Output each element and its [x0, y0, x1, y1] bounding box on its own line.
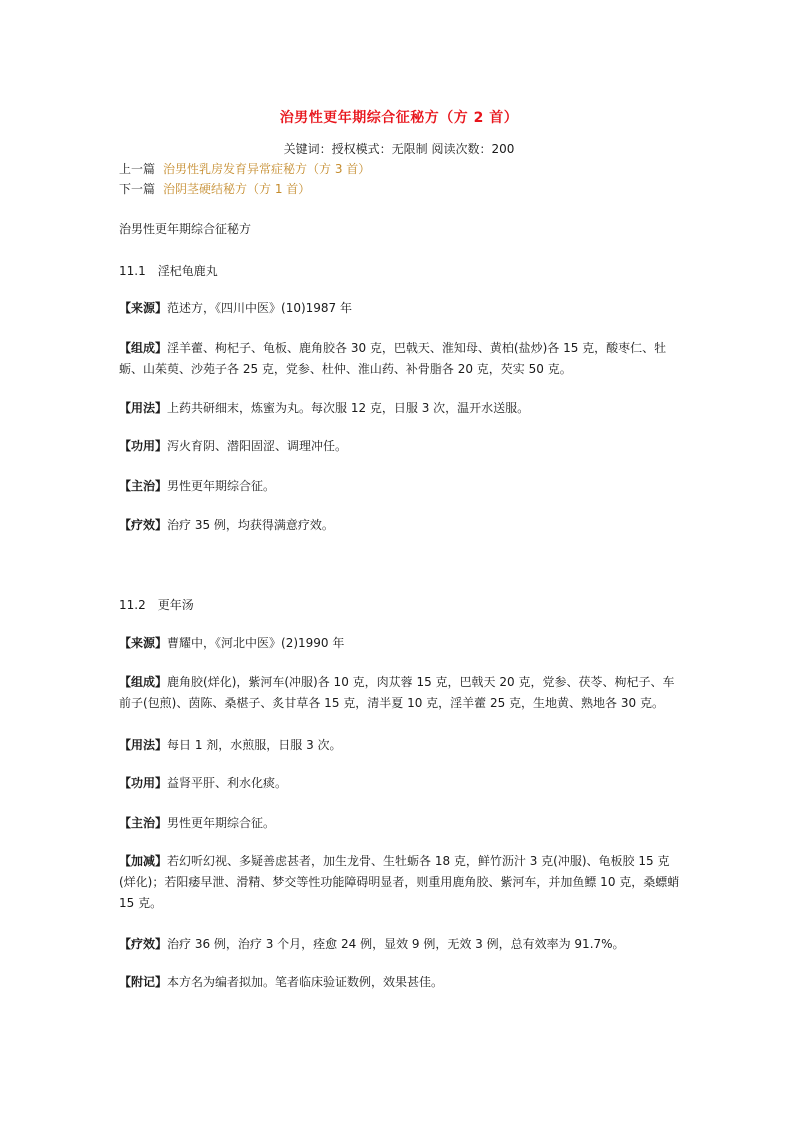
- indication-text: 男性更年期综合征。: [167, 816, 276, 830]
- effect-text: 泻火育阴、潜阳固涩、调理冲任。: [167, 439, 348, 453]
- section2-source: [119, 633, 684, 654]
- indication-tag: 【主治】: [119, 479, 168, 493]
- prev-article-link[interactable]: 治男性乳房发育异常症秘方（方 3 首）: [163, 162, 371, 176]
- next-article-nav: [119, 180, 310, 198]
- section2-usage: [119, 735, 684, 756]
- usage-tag: 【用法】: [119, 738, 168, 752]
- indication-text: 男性更年期综合征。: [167, 479, 276, 493]
- prev-article-nav: [119, 160, 370, 178]
- section1-usage: [119, 398, 684, 419]
- section1-indication: [119, 476, 684, 497]
- efficacy-text: 治疗 35 例，均获得满意疗效。: [167, 518, 334, 532]
- section1-efficacy: [119, 515, 684, 536]
- composition-text: 鹿角胶(烊化)，紫河车(冲服)各 10 克，肉苁蓉 15 克，巴戟天 20 克，党参、茯苓、枸杞子、车前子(包煎)、茵陈、桑椹子、炙甘草各 15 克，清半夏 10 克，淫羊藿 25 克，生地黄、熟地各 30 克。: [119, 675, 675, 710]
- effect-tag: 【功用】: [119, 776, 168, 790]
- indication-tag: 【主治】: [119, 816, 168, 830]
- modification-text: 若幻听幻视、多疑善虑甚者，加生龙骨、生牡蛎各 18 克，鲜竹沥汁 3 克(冲服)、龟板胶 15 克(烊化)；若阳痿早泄、滑精、梦交等性功能障碍明显者，则重用鹿角胶、紫河车，并加鱼鳔 10 克，桑螵蛸 15 克。: [119, 854, 680, 910]
- source-text: 范述方，《四川中医》(10)1987 年: [167, 301, 353, 315]
- efficacy-tag: 【疗效】: [119, 937, 168, 951]
- modification-tag: 【加减】: [119, 854, 168, 868]
- next-article-link[interactable]: 治阴茎硬结秘方（方 1 首）: [163, 182, 311, 196]
- usage-text: 上药共研细末，炼蜜为丸。每次服 12 克，日服 3 次，温开水送服。: [167, 401, 530, 415]
- section2-efficacy: [119, 934, 684, 955]
- next-label: 下一篇: [119, 182, 156, 196]
- section1-source: [119, 298, 684, 319]
- section2-indication: [119, 813, 684, 834]
- composition-tag: 【组成】: [119, 341, 168, 355]
- effect-text: 益肾平肝、利水化痰。: [167, 776, 288, 790]
- source-tag: 【来源】: [119, 636, 168, 650]
- source-text: 曹耀中，《河北中医》(2)1990 年: [167, 636, 345, 650]
- article-meta: 关键词：授权模式：无限制 阅读次数：200: [283, 142, 515, 156]
- prev-label: 上一篇: [119, 162, 156, 176]
- section1-heading: 11.1 淫杞龟鹿丸: [119, 264, 218, 278]
- note-text: 本方名为编者拟加。笔者临床验证数例，效果甚佳。: [167, 975, 444, 989]
- intro-text: 治男性更年期综合征秘方: [119, 222, 252, 236]
- section2-modification: [119, 851, 684, 914]
- composition-text: 淫羊藿、枸杞子、龟板、鹿角胶各 30 克，巴戟天、淮知母、黄柏(盐炒)各 15 克，酸枣仁、牡蛎、山茱萸、沙苑子各 25 克，党参、杜仲、淮山药、补骨脂各 20 克，芡实 50 克。: [119, 341, 667, 376]
- source-tag: 【来源】: [119, 301, 168, 315]
- section2-note: [119, 972, 684, 993]
- note-tag: 【附记】: [119, 975, 168, 989]
- effect-tag: 【功用】: [119, 439, 168, 453]
- section2-composition: [119, 672, 684, 714]
- section2-effect: [119, 773, 684, 794]
- efficacy-text: 治疗 36 例，治疗 3 个月，痊愈 24 例，显效 9 例，无效 3 例，总有效率为 91.7%。: [167, 937, 625, 951]
- usage-tag: 【用法】: [119, 401, 168, 415]
- efficacy-tag: 【疗效】: [119, 518, 168, 532]
- section1-effect: [119, 436, 684, 457]
- section2-heading: 11.2 更年汤: [119, 598, 194, 612]
- section1-composition: [119, 338, 684, 380]
- page-title: 治男性更年期综合征秘方（方 2 首）: [279, 110, 519, 126]
- composition-tag: 【组成】: [119, 675, 168, 689]
- usage-text: 每日 1 剂，水煎服，日服 3 次。: [167, 738, 342, 752]
